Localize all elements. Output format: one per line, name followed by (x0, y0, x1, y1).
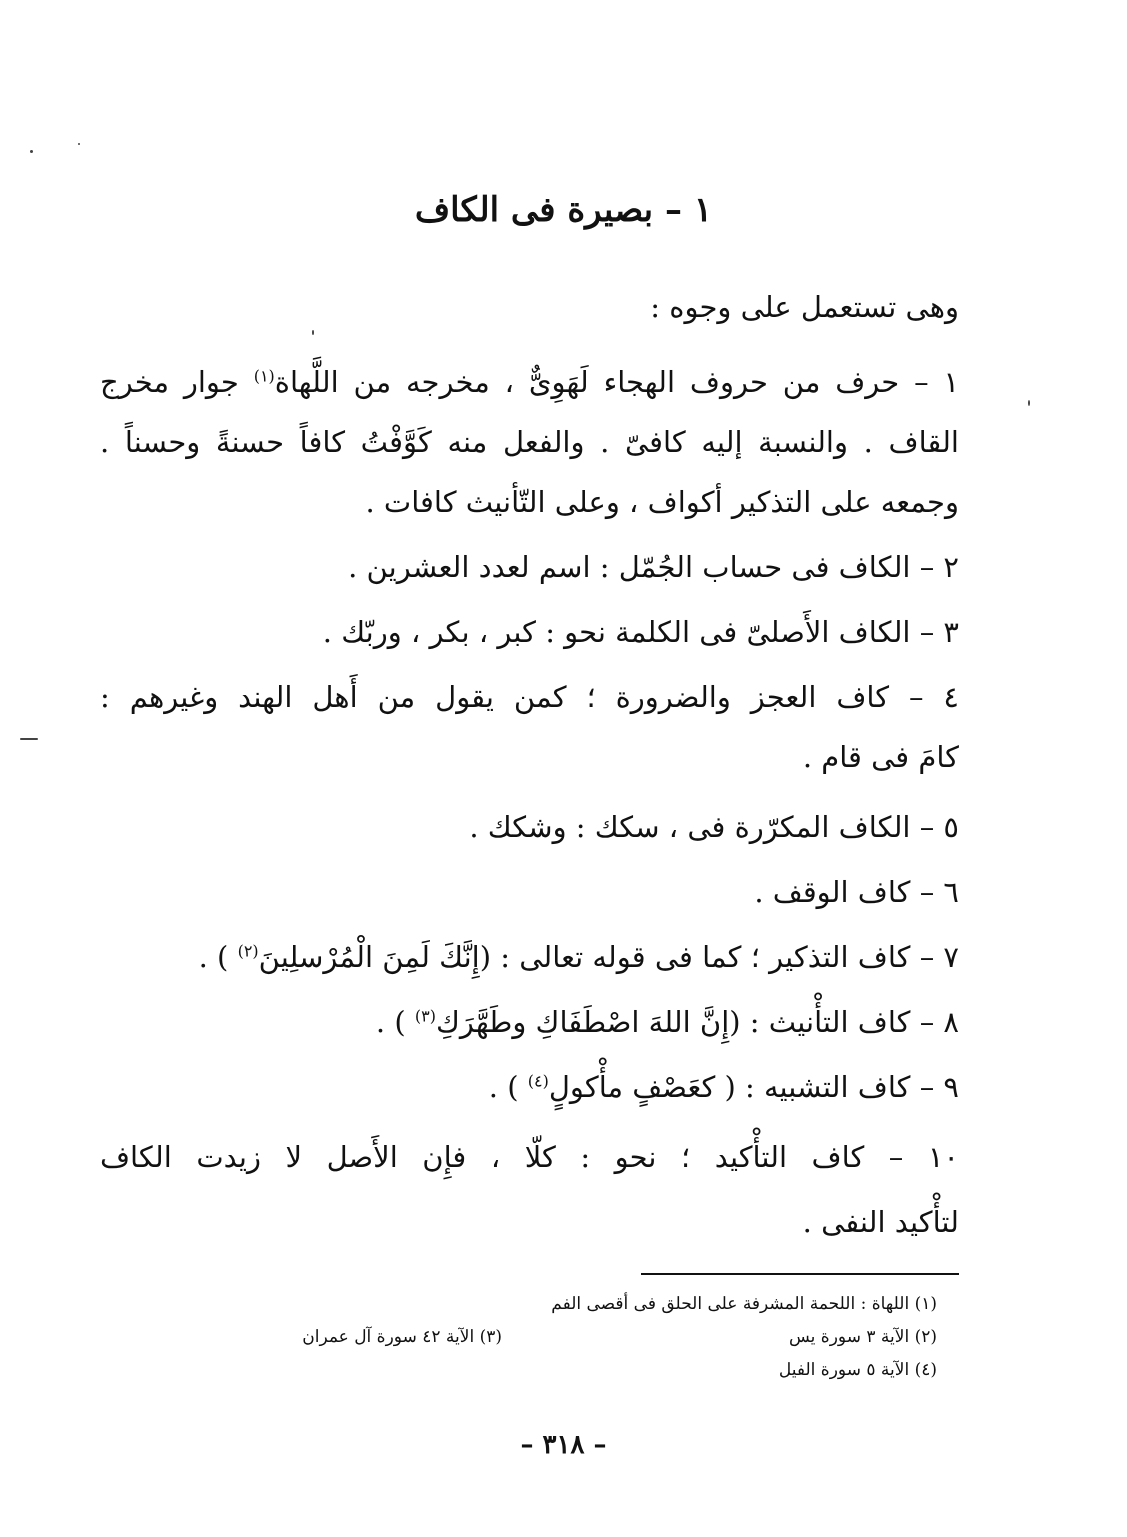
item-1-line-3: وجمعه على التذكير أكواف ، وعلى التّأنيث كافات . (365, 485, 959, 519)
scan-speck (78, 143, 80, 145)
intro-line: وهى تستعمل على وجوه : (650, 290, 959, 324)
footnote-ref-4[interactable]: (٤) (527, 1071, 549, 1091)
page-number: – ٣١٨ – (520, 1430, 607, 1460)
item-5-line: ٥ – الكاف المكرّرة فى ، سكك : وشكك . (469, 810, 959, 844)
item-4-line-1: ٤ – كاف العجز والضرورة ؛ كمن يقول من أَهل الهند وغيرهم : (100, 680, 959, 714)
footnote-divider (641, 1273, 959, 1275)
item-9-line (489, 1055, 959, 1120)
item-8-text-end: ) . (375, 1005, 406, 1039)
item-1-line-1 (100, 350, 959, 415)
footnote-3: (٣) الآية ٤٢ سورة آل عمران (302, 1327, 502, 1347)
scan-speck (20, 738, 38, 740)
item-2-line: ٢ – الكاف فى حساب الجُمّل : اسم لعدد العشرين . (348, 550, 959, 584)
scan-speck (1028, 400, 1030, 406)
item-8-text: ٨ – كاف التأْنيث : (إِنَّ اللهَ اصْطَفَاكِ وطَهَّرَكِ (435, 1005, 959, 1039)
item-6-line: ٦ – كاف الوقف . (754, 875, 959, 909)
section-title: ١ – بصيرة فى الكاف (414, 190, 713, 230)
item-4-line-2: كامَ فى قام . (802, 740, 959, 774)
scan-speck (312, 330, 314, 335)
item-1-line-2: القاف . والنسبة إليه كافىّ . والفعل منه كَوَّفْتُ كافاً حسنةً وحسناً . (100, 425, 959, 459)
item-7-text: ٧ – كاف التذكير ؛ كما فى قوله تعالى : (إِنَّكَ لَمِنَ الْمُرْسلِينَ (258, 940, 959, 974)
footnote-4: (٤) الآية ٥ سورة الفيل (778, 1360, 937, 1380)
item-1-text: ١ – حرف من حروف الهجاء لَهَوِىٌّ ، مخرجه من اللَّهاة (274, 365, 960, 399)
item-10-line-1: ١٠ – كاف التأْكيد ؛ نحو : كلّا ، فإِن الأَصل لا زيدت الكاف (100, 1140, 959, 1174)
item-9-text-end: ) . (488, 1070, 519, 1104)
footnote-ref-3[interactable]: (٣) (414, 1006, 436, 1026)
item-7-line (199, 925, 959, 990)
item-8-line (376, 990, 959, 1055)
item-1-text-end: جوار مخرج (100, 365, 239, 399)
item-10-line-2: لتأْكيد النفى . (802, 1205, 959, 1239)
body-text (100, 0, 959, 1260)
item-9-text: ٩ – كاف التشبيه : ( كعَصْفٍ مأْكولٍ (548, 1070, 959, 1104)
footnote-1: (١) اللهاة : اللحمة المشرفة على الحلق فى أقصى الفم (551, 1294, 937, 1314)
footnote-ref-1[interactable]: (١) (253, 366, 275, 386)
footnote-ref-2[interactable]: (٢) (237, 941, 259, 961)
scan-speck (30, 150, 33, 153)
item-3-line: ٣ – الكاف الأَصلىّ فى الكلمة نحو : كبر ، بكر ، وربّك . (322, 615, 959, 649)
footnote-2: (٢) الآية ٣ سورة يس (789, 1327, 937, 1347)
item-7-text-end: ) . (198, 940, 229, 974)
